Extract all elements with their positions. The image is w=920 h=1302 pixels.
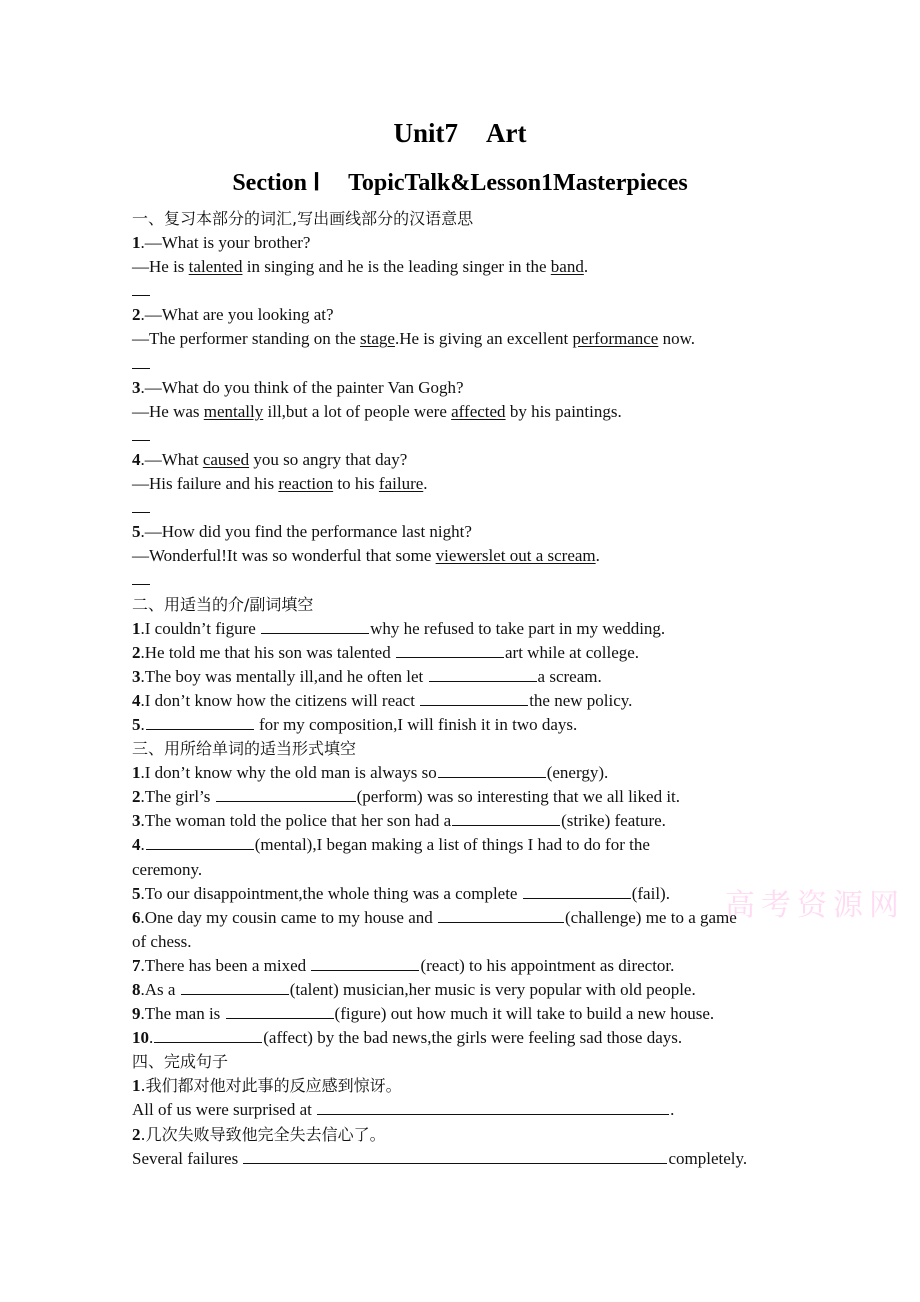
- answer-text: —His failure and his: [132, 474, 279, 494]
- part1-item-3: [132, 376, 812, 448]
- part2-item-5: [132, 713, 812, 737]
- answer-text: .: [423, 474, 428, 494]
- item-text: (talent) musician,her music is very popular with old people.: [289, 980, 696, 999]
- underlined-word: reaction: [278, 474, 334, 494]
- item-text: .One day my cousin came to my house and: [140, 907, 437, 927]
- answer-text: —The performer standing on the: [132, 329, 361, 349]
- fill-blank[interactable]: [216, 785, 356, 802]
- item-text: (fail).: [631, 883, 670, 903]
- item-text: a scream.: [537, 666, 602, 686]
- chinese-prompt: .几次失败导致他完全失去信心了。: [140, 1124, 386, 1144]
- fill-blank[interactable]: [146, 713, 254, 730]
- underlined-word: performance: [572, 329, 659, 349]
- question-text: you so angry that day?: [249, 449, 408, 469]
- section-label: Section Ⅰ: [232, 170, 321, 196]
- question-text: .—What: [140, 449, 203, 469]
- part3-heading: 三、用所给单词的适当形式填空: [132, 739, 357, 759]
- item-text: (energy).: [546, 763, 609, 783]
- item-number: 1: [132, 763, 141, 783]
- part1-item-4: [132, 448, 812, 520]
- answer-text: .: [595, 546, 600, 566]
- underlined-word: mentally: [203, 401, 264, 421]
- answer-text: in singing and he is the leading singer in the: [242, 257, 551, 277]
- item-text: .I don’t know how the citizens will react: [140, 690, 420, 710]
- item-text: (affect) by the bad news,the girls were feeling sad those days.: [263, 1028, 683, 1048]
- item-number: 4: [132, 449, 141, 469]
- item-text: .There has been a mixed: [140, 955, 311, 975]
- unit-title: [0, 118, 920, 149]
- item-text: for my composition,I will finish it in two days.: [254, 714, 578, 734]
- fill-blank[interactable]: [311, 954, 419, 971]
- item-number: 2: [132, 642, 141, 662]
- unit-subject: Art: [486, 118, 527, 148]
- fill-blank[interactable]: [420, 689, 528, 706]
- part3-item-10: [132, 1026, 812, 1050]
- item-number: 3: [132, 666, 141, 686]
- item-text: completely.: [668, 1148, 748, 1168]
- item-text: (challenge) me to a game: [565, 907, 737, 927]
- part2-item-3: [132, 665, 812, 689]
- part3-item-4: [132, 833, 812, 881]
- item-number: 3: [132, 377, 141, 397]
- item-number: 2: [132, 305, 141, 325]
- answer-blank[interactable]: [132, 354, 150, 369]
- answer-text: .He is giving an excellent: [394, 329, 573, 349]
- answer-text: by his paintings.: [505, 401, 622, 421]
- underlined-phrase: viewerslet out a scream: [435, 546, 596, 566]
- fill-blank[interactable]: [181, 978, 289, 995]
- item-text: .The man is: [140, 1004, 225, 1024]
- question-text: .—How did you find the performance last night?: [140, 522, 472, 542]
- item-number: 2: [132, 787, 141, 807]
- section-title: [0, 168, 920, 197]
- item-text: (react) to his appointment as director.: [420, 955, 675, 975]
- item-number: 5: [132, 714, 141, 734]
- item-text: (perform) was so interesting that we all liked it.: [356, 787, 681, 807]
- answer-text: now.: [658, 329, 696, 349]
- answer-blank[interactable]: [132, 498, 150, 513]
- underlined-word: failure: [378, 474, 424, 494]
- fill-blank[interactable]: [261, 617, 369, 634]
- answer-blank[interactable]: [132, 426, 150, 441]
- item-number: 7: [132, 955, 141, 975]
- underlined-word: caused: [202, 449, 250, 469]
- item-number: 8: [132, 980, 141, 999]
- question-text: .—What do you think of the painter Van Gogh?: [140, 377, 464, 397]
- item-text: art while at college.: [504, 642, 640, 662]
- item-number: 5: [132, 522, 141, 542]
- item-text: .The girl’s: [140, 787, 215, 807]
- answer-blank[interactable]: [132, 570, 150, 585]
- underlined-word: stage: [360, 329, 395, 349]
- part3-item-2: [132, 785, 812, 809]
- watermark: 高考资源网: [725, 888, 905, 923]
- item-number: 1: [132, 1076, 141, 1096]
- item-text: .I couldn’t figure: [140, 618, 261, 638]
- answer-text: —He is: [132, 257, 189, 277]
- part4-item-2: [132, 1123, 812, 1171]
- underlined-word: band: [550, 257, 584, 277]
- item-text: why he refused to take part in my wedding.: [370, 618, 666, 638]
- item-number: 1: [132, 618, 141, 638]
- fill-blank[interactable]: [438, 761, 546, 778]
- fill-blank[interactable]: [226, 1002, 334, 1019]
- fill-blank[interactable]: [438, 906, 564, 923]
- item-text: .The woman told the police that her son had a: [140, 811, 452, 831]
- part1-item-2: [132, 303, 812, 375]
- part3-item-7: [132, 954, 812, 978]
- part3-item-8: [132, 978, 812, 1002]
- item-text: .I don’t know why the old man is always so: [140, 763, 437, 783]
- item-text: .He told me that his son was talented: [140, 642, 395, 662]
- part3-item-9: [132, 1002, 812, 1026]
- item-text: .The boy was mentally ill,and he often let: [140, 666, 428, 686]
- part3-item-5: [132, 882, 812, 906]
- item-text: .: [140, 835, 145, 855]
- fill-blank[interactable]: [154, 1026, 262, 1043]
- item-text: Several failures: [132, 1148, 243, 1168]
- item-text: .: [149, 1028, 154, 1048]
- answer-text: to his: [333, 474, 379, 494]
- unit-number: Unit7: [393, 118, 459, 148]
- part3-item-1: [132, 761, 812, 785]
- item-number: 3: [132, 811, 141, 831]
- item-number: 4: [132, 835, 141, 855]
- part1-heading: 一、复习本部分的词汇,写出画线部分的汉语意思: [132, 209, 474, 228]
- item-text: the new policy.: [529, 690, 633, 710]
- item-text: (strike) feature.: [561, 811, 666, 831]
- question-text: .—What are you looking at?: [140, 305, 334, 325]
- part2-heading: 二、用适当的介/副词填空: [132, 594, 314, 614]
- answer-blank[interactable]: [132, 281, 150, 296]
- item-text: .: [670, 1100, 675, 1120]
- part1-item-5: [132, 520, 812, 592]
- item-number: 9: [132, 1004, 141, 1024]
- item-number: 2: [132, 1124, 141, 1144]
- part3-item-6: [132, 906, 812, 954]
- part2-item-1: [132, 617, 812, 641]
- item-text: (figure) out how much it will take to build a new house.: [334, 1004, 715, 1024]
- item-number: 6: [132, 907, 141, 927]
- question-text: .—What is your brother?: [140, 233, 311, 253]
- underlined-word: talented: [188, 257, 243, 277]
- fill-blank[interactable]: [523, 882, 631, 899]
- chinese-prompt: .我们都对他对此事的反应感到惊讶。: [140, 1076, 402, 1096]
- answer-text: .: [583, 257, 589, 277]
- fill-blank[interactable]: [317, 1098, 669, 1115]
- fill-blank[interactable]: [452, 809, 560, 826]
- item-number: 5: [132, 883, 141, 903]
- part3-item-3: [132, 809, 812, 833]
- answer-text: ill,but a lot of people were: [263, 401, 452, 421]
- worksheet-body: [132, 207, 812, 1171]
- part1-item-1: [132, 231, 812, 303]
- item-text-continued: ceremony.: [132, 859, 203, 879]
- section-name: TopicTalk&Lesson1Masterpieces: [348, 170, 688, 196]
- fill-blank[interactable]: [146, 833, 254, 850]
- fill-blank[interactable]: [429, 665, 537, 682]
- part4-item-1: [132, 1074, 812, 1122]
- part2-item-4: [132, 689, 812, 713]
- part2-item-2: [132, 641, 812, 665]
- item-text: .To our disappointment,the whole thing was a complete: [140, 883, 522, 903]
- fill-blank[interactable]: [396, 641, 504, 658]
- item-number: 10: [132, 1028, 149, 1048]
- item-number: 1: [132, 233, 141, 253]
- answer-text: —Wonderful!It was so wonderful that some: [132, 546, 436, 566]
- item-text: .As a: [140, 980, 180, 999]
- item-text: .: [140, 714, 145, 734]
- item-text: All of us were surprised at: [132, 1100, 317, 1120]
- underlined-word: affected: [451, 401, 506, 421]
- item-text-continued: of chess.: [132, 931, 192, 951]
- part4-heading: 四、完成句子: [132, 1052, 229, 1072]
- answer-text: —He was: [132, 401, 204, 421]
- fill-blank[interactable]: [243, 1147, 667, 1164]
- item-text: (mental),I began making a list of things I had to do for the: [254, 835, 650, 855]
- item-number: 4: [132, 690, 141, 710]
